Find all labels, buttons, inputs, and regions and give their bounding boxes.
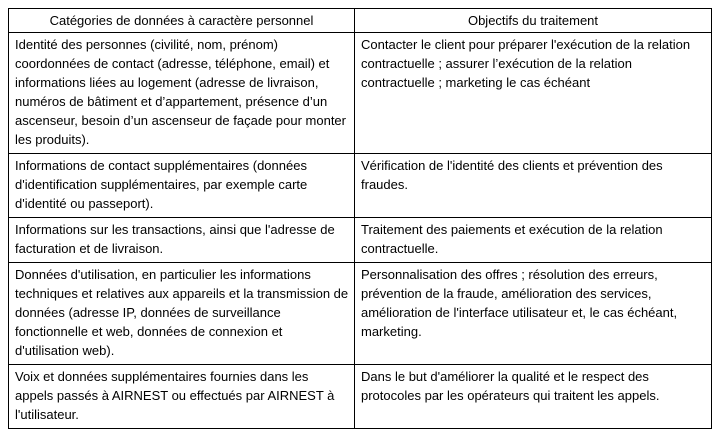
header-purposes: Objectifs du traitement bbox=[355, 9, 712, 33]
data-processing-table bbox=[8, 8, 712, 429]
purpose-cell: Traitement des paiements et exécution de la relation contractuelle. bbox=[355, 218, 712, 263]
table-row bbox=[9, 365, 712, 429]
table-row bbox=[9, 154, 712, 218]
category-cell: Données d'utilisation, en particulier les informations techniques et relatives aux appareils et la transmission de données (adresse IP, données de surveillance fonctionnelle et web, données de connexion et d'utilisation web). bbox=[9, 263, 355, 365]
purpose-cell: Dans le but d'améliorer la qualité et le respect des protocoles par les opérateurs qui traitent les appels. bbox=[355, 365, 712, 429]
category-cell: Identité des personnes (civilité, nom, prénom) coordonnées de contact (adresse, téléphone, email) et informations liées au logement (adresse de livraison, numéros de bâtiment et d’appartement, présence d’un ascenseur, besoin d’un ascenseur de façade pour monter les produits). bbox=[9, 33, 355, 154]
purpose-cell: Vérification de l'identité des clients et prévention des fraudes. bbox=[355, 154, 712, 218]
table-row bbox=[9, 218, 712, 263]
purpose-cell: Contacter le client pour préparer l'exécution de la relation contractuelle ; assurer l’exécution de la relation contractuelle ; marketing le cas échéant bbox=[355, 33, 712, 154]
category-cell: Informations sur les transactions, ainsi que l'adresse de facturation et de livraison. bbox=[9, 218, 355, 263]
category-cell: Informations de contact supplémentaires (données d'identification supplémentaires, par exemple carte d'identité ou passeport). bbox=[9, 154, 355, 218]
header-categories: Catégories de données à caractère personnel bbox=[9, 9, 355, 33]
table-header-row bbox=[9, 9, 712, 33]
category-cell: Voix et données supplémentaires fournies dans les appels passés à AIRNEST ou effectués par AIRNEST à l'utilisateur. bbox=[9, 365, 355, 429]
data-processing-table-container bbox=[8, 8, 711, 429]
purpose-cell: Personnalisation des offres ; résolution des erreurs, prévention de la fraude, amélioration des services, amélioration de l'interface utilisateur et, le cas échéant, marketing. bbox=[355, 263, 712, 365]
table-row bbox=[9, 33, 712, 154]
table-row bbox=[9, 263, 712, 365]
